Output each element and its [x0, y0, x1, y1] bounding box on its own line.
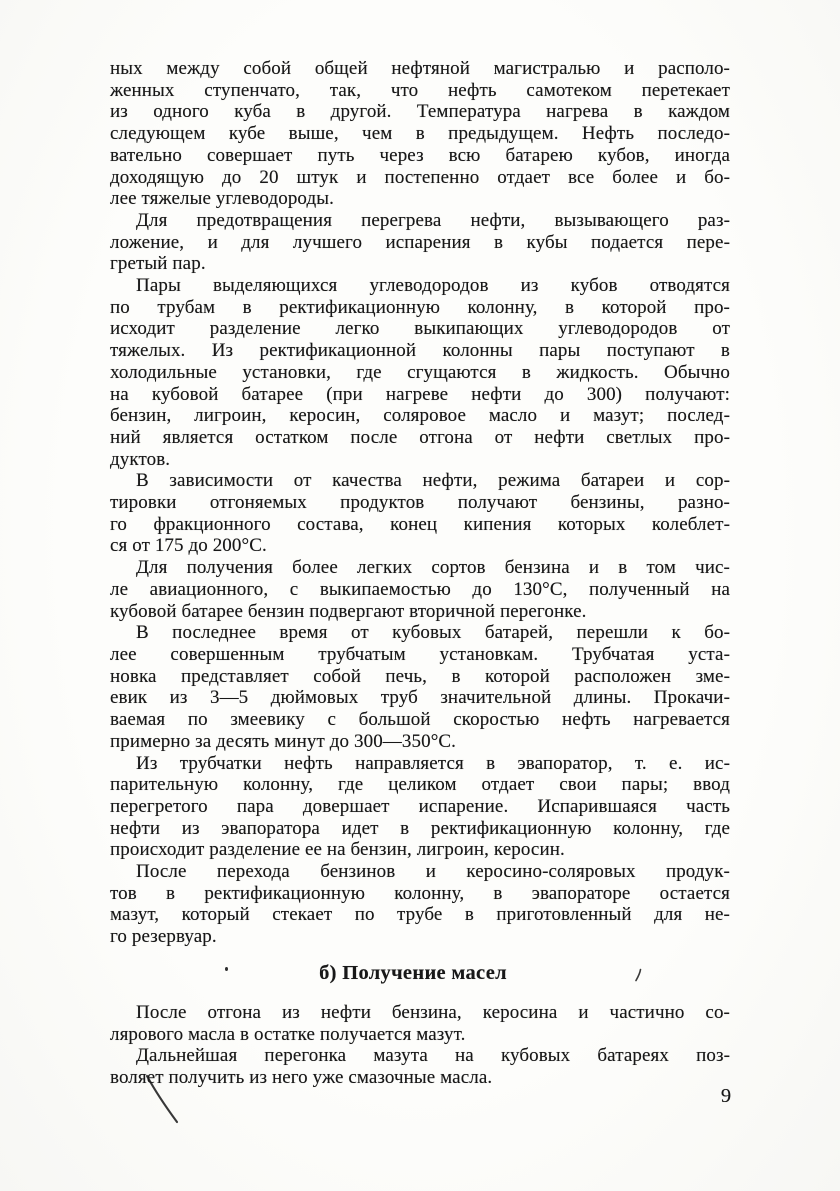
text-line: происходит разделение ее на бензин, лигроин, керосин. — [110, 839, 565, 861]
ink-speck — [225, 967, 228, 971]
text-line: парительную колонну, где целиком отдает свои пары; ввод — [110, 774, 730, 796]
text-line: ных между собой общей нефтяной магистралью и располо- — [110, 58, 730, 79]
text-line: исходит разделение легко выкипающих углеводородов от — [110, 318, 730, 340]
text-line: лее совершенным трубчатым установкам. Трубчатая уста- — [110, 643, 730, 665]
text-line: из одного куба в другой. Температура нагрева в каждом — [110, 101, 730, 123]
section-heading: б) Получение масел — [319, 961, 507, 984]
text-line: по трубам в ректификационную колонну, в которой про- — [110, 296, 730, 318]
text-line: бензин, лигроин, керосин, соляровое масло и мазут; послед- — [110, 405, 730, 427]
paragraph — [110, 470, 730, 557]
text-block — [110, 58, 730, 1089]
text-line: Из трубчатки нефть направляется в эвапоратор, т. е. ис- — [136, 752, 730, 774]
text-line: доходящую до 20 штук и постепенно отдает все более и бо- — [110, 166, 730, 188]
text-line: тяжелых. Из ректификационной колонны пары поступают в — [110, 340, 730, 362]
text-line: нефти из эвапоратора идет в ректификационную колонну, где — [110, 817, 730, 839]
text-line: ся от 175 до 200°С. — [110, 535, 267, 557]
paragraph — [110, 1002, 730, 1045]
text-line: лее тяжелые углеводороды. — [110, 188, 334, 210]
text-line: воляет получить из него уже смазочные масла. — [110, 1066, 493, 1088]
text-line: тировки отгоняемых продуктов получают бензины, разно- — [110, 492, 730, 514]
text-line: В зависимости от качества нефти, режима батареи и сор- — [136, 470, 730, 492]
text-line: гретый пар. — [110, 253, 206, 275]
text-line: дуктов. — [110, 448, 171, 470]
text-line: женных ступенчато, так, что нефть самотеком перетекает — [110, 79, 730, 101]
paragraph — [110, 557, 730, 622]
text-line: перегретого пара довершает испарение. Испарившаяся часть — [110, 795, 730, 817]
text-line: вательно совершает путь через всю батарею кубов, иногда — [110, 144, 730, 166]
pen-stroke-mark — [141, 1069, 185, 1129]
text-line: ний является остатком после отгона от нефти светлых про- — [110, 426, 730, 448]
paragraph — [110, 861, 730, 948]
text-line: го фракционного состава, конец кипения которых колеблет- — [110, 513, 730, 535]
paragraph — [110, 1045, 730, 1088]
text-line: лярового масла в остатке получается мазут. — [110, 1023, 466, 1045]
text-line: В последнее время от кубовых батарей, перешли к бо- — [136, 622, 730, 644]
text-line: примерно за десять минут до 300—350°С. — [110, 730, 457, 752]
ink-comma-mark — [634, 968, 643, 982]
paragraph — [110, 753, 730, 862]
text-line: холодильные установки, где сгущаются в жидкость. Обычно — [110, 361, 730, 383]
paragraph — [110, 58, 730, 210]
text-line: Для получения более легких сортов бензина и в том чис- — [136, 557, 730, 579]
text-line: новка представляет собой печь, в которой расположен зме- — [110, 665, 730, 687]
text-line: ложение, и для лучшего испарения в кубы подается пере- — [110, 231, 730, 253]
text-line: тов в ректификационную колонну, в эвапораторе остается — [110, 882, 730, 904]
text-line: на кубовой батарее (при нагреве нефти до 300) получают: — [110, 383, 730, 405]
text-line: Пары выделяющихся углеводородов из кубов отводятся — [136, 275, 730, 297]
text-line: мазут, который стекает по трубе в приготовленный для не- — [110, 904, 730, 926]
paragraph — [110, 622, 730, 752]
page-number: 9 — [720, 1085, 732, 1107]
text-line: ваемая по змеевику с большой скоростью нефть нагревается — [110, 709, 730, 731]
paragraph — [110, 275, 730, 470]
text-line: ле авиационного, с выкипаемостью до 130°С, полученный на — [110, 578, 730, 600]
text-line: го резервуар. — [110, 926, 217, 948]
text-line: Дальнейшая перегонка мазута на кубовых батареях поз- — [136, 1045, 730, 1067]
text-line: следующем кубе выше, чем в предыдущем. Нефть последо- — [110, 123, 730, 145]
text-line: После отгона из нефти бензина, керосина и частично со- — [136, 1001, 730, 1023]
text-line: евик из 3—5 дюймовых труб значительной длины. Прокачи- — [110, 687, 730, 709]
paragraph — [110, 210, 730, 275]
text-line: После перехода бензинов и керосино-соляровых продук- — [136, 861, 730, 883]
text-line: кубовой батарее бензин подвергают вторичной перегонке. — [110, 600, 587, 622]
text-line: Для предотвращения перегрева нефти, вызывающего раз- — [136, 209, 730, 231]
